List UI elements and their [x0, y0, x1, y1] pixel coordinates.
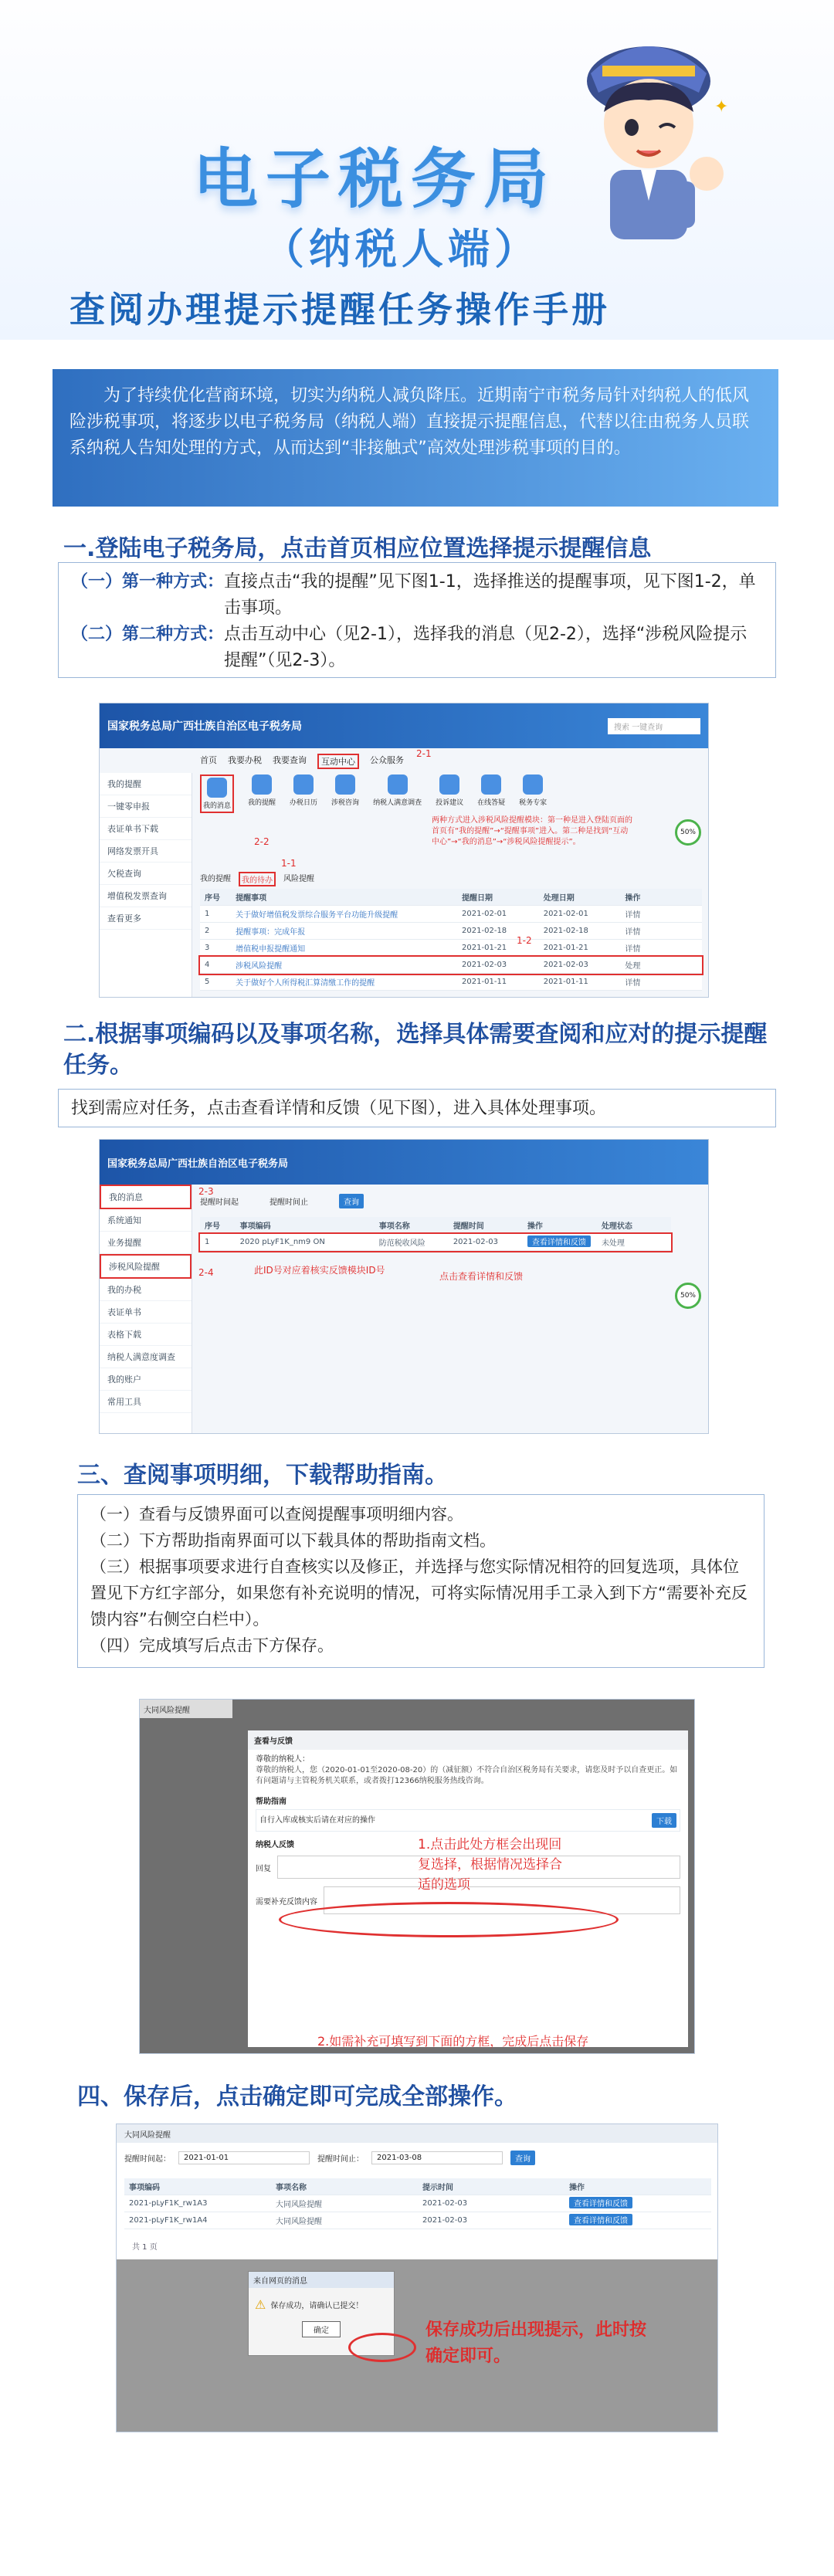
title-manual: 查阅办理提示提醒任务操作手册 — [70, 289, 610, 330]
section2-heading: 二.根据事项编码以及事项名称，选择具体需要查阅和应对的提示提醒任务。 — [63, 1021, 768, 1079]
sidebar-item[interactable]: 纳税人满意度调查 — [100, 1346, 192, 1368]
id-annotation: 此ID号对应着核实反馈模块ID号 — [254, 1265, 385, 1276]
annotation-2-2: 2-2 — [254, 836, 270, 847]
site-title: 国家税务总局广西壮族自治区电子税务局 — [107, 720, 302, 733]
tab-public[interactable]: 公众服务 — [370, 755, 404, 765]
screenshot-feedback-dialog — [139, 1699, 695, 2054]
table-row[interactable]: 2021-pLyF1K_rw1A3 大同风险提醒 2021-02-03 查看详情和反馈 — [124, 2195, 711, 2212]
table-row[interactable]: 3 增值税申报提醒通知 2021-01-21 2021-01-21 详情 — [200, 940, 702, 957]
reminder-table — [200, 889, 702, 991]
title-sub: （纳税人端） — [263, 225, 541, 273]
sidebar-item[interactable]: 表证单书 — [100, 1301, 192, 1324]
step-line: （二）下方帮助指南界面可以下载具体的帮助指南文档。 — [90, 1531, 496, 1550]
filters: 提醒时间起： 2021-01-01 提醒时间止： 2021-03-08 查询 — [117, 2143, 717, 2173]
sidebar-item[interactable]: 增值税发票查询 — [100, 885, 192, 907]
icon-tile-reminders[interactable]: 我的提醒 — [248, 774, 276, 813]
table-row[interactable]: 1 2020 pLyF1K_nm9 ON 防范税收风险 2021-02-03 查看详情和反馈 未处理 — [200, 1234, 671, 1251]
ok-button[interactable]: 确定 — [302, 2321, 341, 2337]
end-date-input[interactable]: 2021-03-08 — [371, 2151, 503, 2164]
dialog-body: ⚠ 保存成功，请确认已提交！ — [255, 2297, 364, 2312]
way2-text: 点击互动中心（见2-1），选择我的消息（见2-2），选择“涉税风险提示提醒”（见2-3）。 — [224, 625, 748, 670]
icon-tile-calendar[interactable]: 办税日历 — [290, 774, 317, 813]
filter-end[interactable]: 提醒时间止 — [270, 1198, 308, 1207]
chat-icon — [335, 774, 355, 795]
annotation-1-1: 1-1 — [281, 858, 297, 869]
section2-box: 找到需应对任务，点击查看详情和反馈（见下图），进入具体处理事项。 — [58, 1089, 776, 1127]
side-tab[interactable]: 大同风险提醒 — [140, 1700, 232, 1718]
tab-home[interactable]: 首页 — [200, 755, 217, 765]
annotation-1-2: 1-2 — [517, 935, 532, 946]
table-header: 序号 事项编码 事项名称 提醒时间 操作 处理状态 — [200, 1217, 671, 1234]
step-line: （三）根据事项要求进行自查核实以及修正，并选择与您实际情况相符的回复选项，具体位置见下方红字部分，如果您有补充说明的情况，可将实际情况用手工录入到下方“需要补充反馈内容”右侧空白栏中）。 — [90, 1557, 748, 1629]
table-header: 事项编码 事项名称 提示时间 操作 — [124, 2178, 711, 2195]
screenshot-risk-list — [99, 1139, 709, 1434]
section4-heading: 四、保存后，点击确定即可完成全部操作。 — [77, 2083, 517, 2110]
dialog-title: 来自网页的消息 — [249, 2272, 394, 2288]
section3-heading: 三、查阅事项明细，下载帮助指南。 — [77, 1462, 448, 1489]
step-line: （四）完成填写后点击下方保存。 — [90, 1636, 334, 1655]
title-main: 电子税务局 — [193, 141, 557, 217]
notice-tab[interactable]: 我的提醒 — [200, 875, 231, 883]
risk-filters — [200, 1194, 364, 1208]
portal-tabs — [200, 754, 404, 769]
sidebar-item[interactable]: 一键零申报 — [100, 795, 192, 818]
portal-icon-grid — [200, 774, 547, 813]
expert-icon — [523, 774, 543, 795]
icon-tile-qa[interactable]: 在线答疑 — [477, 774, 505, 813]
progress-badge: 50% — [675, 1283, 701, 1309]
confirm-annotation: 保存成功后出现提示，此时按确定即可。 — [425, 2320, 647, 2366]
annotation-2-3: 2-3 — [198, 1186, 214, 1197]
sidebar-item-risk[interactable]: 涉税风险提醒 — [100, 1254, 192, 1279]
sidebar-item[interactable]: 系统通知 — [100, 1209, 192, 1232]
tab-query[interactable]: 我要查询 — [273, 755, 307, 765]
save-annotation: 2.如需补充可填写到下面的方框，完成后点击保存 — [317, 2034, 589, 2049]
calendar-icon — [293, 774, 314, 795]
intro-paragraph: 为了持续优化营商环境，切实为纳税人减负降压。近期南宁市税务局针对纳税人的低风险涉税事项，将逐步以电子税务局（纳税人端）直接提示提醒信息，代替以往由税务人员联系纳税人告知处理的方式，从而达到“非接触式”高效处理涉税事项的目的。 — [53, 369, 778, 507]
download-button[interactable]: 下载 — [652, 1813, 676, 1828]
view-detail-button[interactable]: 查看详情和反馈 — [569, 2197, 632, 2208]
letter — [248, 1750, 688, 1791]
view-detail-button[interactable]: 查看详情和反馈 — [569, 2214, 632, 2225]
reply-row: 回复 — [256, 1856, 680, 1879]
sidebar-item[interactable]: 网络发票开具 — [100, 840, 192, 863]
icon-tile-expert[interactable]: 税务专家 — [519, 774, 547, 813]
icon-tile-survey[interactable]: 纳税人满意调查 — [373, 774, 422, 813]
feedback-label: 纳税人反馈 — [256, 1841, 294, 1849]
sidebar-item[interactable]: 表证单书下载 — [100, 818, 192, 840]
bell-icon — [207, 778, 227, 798]
site-title: 国家税务总局广西壮族自治区电子税务局 — [107, 1158, 289, 1170]
portal-header — [100, 1140, 708, 1185]
result-table — [124, 2178, 711, 2229]
portal-header — [100, 703, 708, 748]
svg-text:✦: ✦ — [714, 97, 729, 117]
notice-tab[interactable]: 我的待办 — [239, 872, 276, 886]
letter-title: 尊敬的纳税人： — [256, 1755, 310, 1764]
icon-tile-consult[interactable]: 涉税咨询 — [331, 774, 359, 813]
reply-annotation: 1.点击此处方框会出现回复选择，根据情况选择合适的选项 — [418, 1837, 562, 1893]
dialog-title: 查看与反馈 — [248, 1730, 688, 1750]
step-line: （一）查看与反馈界面可以查阅提醒事项明细内容。 — [90, 1505, 463, 1524]
table-header: 序号 提醒事项 提醒日期 处理日期 操作 — [200, 889, 702, 906]
notice-tab[interactable]: 风险提醒 — [283, 875, 314, 883]
search-input[interactable]: 搜索 一键查询 — [608, 718, 700, 734]
query-button[interactable]: 查询 — [339, 1194, 364, 1208]
feedback-icon — [439, 774, 459, 795]
section1-box — [58, 562, 776, 678]
progress-badge: 50% — [675, 819, 701, 846]
icon-tile-complaint[interactable]: 投诉建议 — [436, 774, 463, 813]
table-row[interactable]: 5 关于做好个人所得税汇算清缴工作的提醒 2021-01-11 2021-01-11 详情 — [200, 974, 702, 991]
tab-tax[interactable]: 我要办税 — [228, 755, 262, 765]
help-row: 自行入库或核实后请在对应的操作 下载 — [256, 1809, 680, 1832]
survey-icon — [388, 774, 408, 795]
reminder-icon — [252, 774, 272, 795]
query-button[interactable]: 查询 — [510, 2151, 535, 2165]
extra-row: 需要补充反馈内容 — [256, 1886, 680, 1914]
mascot-illustration — [556, 19, 741, 251]
way1-text: 直接点击“我的提醒”见下图1-1，选择推送的提醒事项，见下图1-2，单击事项。 — [224, 572, 756, 618]
click-annotation: 点击查看详情和反馈 — [439, 1271, 524, 1282]
sidebar-item[interactable]: 表格下载 — [100, 1324, 192, 1346]
sidebar-item[interactable]: 业务提醒 — [100, 1232, 192, 1254]
section3-box — [77, 1494, 764, 1668]
guide-annotation: 两种方式进入涉税风险提醒模块：第一种是进入登陆页面的首页有“我的提醒”→“提醒事项”进入。第二种是找到“互动中心”→“我的消息”→“涉税风险提醒提示”。 — [432, 816, 632, 846]
view-detail-button[interactable]: 查看详情和反馈 — [527, 1235, 591, 1247]
pager[interactable]: 共 1 页 — [132, 2243, 158, 2252]
start-date-input[interactable]: 2021-01-01 — [178, 2151, 310, 2164]
annotation-2-4: 2-4 — [198, 1267, 214, 1278]
section1-heading: 一.登陆电子税务局，点击首页相应位置选择提示提醒信息 — [63, 535, 652, 562]
risk-table — [200, 1217, 671, 1251]
sidebar-item-messages[interactable]: 我的消息 — [100, 1185, 192, 1209]
way1-label: （一）第一种方式： — [71, 572, 225, 591]
risk-sidebar — [100, 1185, 192, 1434]
filter-start[interactable]: 提醒时间起 — [200, 1198, 239, 1207]
annotation-2-1: 2-1 — [416, 748, 432, 759]
table-row[interactable]: 2021-pLyF1K_rw1A4 大同风险提醒 2021-02-03 查看详情和反馈 — [124, 2212, 711, 2229]
hero-banner — [0, 0, 834, 340]
screenshot-portal-home — [99, 703, 709, 998]
ok-highlight — [348, 2333, 416, 2362]
sidebar-item[interactable]: 欠税查询 — [100, 863, 192, 885]
way2-label: （二）第二种方式： — [71, 625, 225, 644]
notice-tabs — [200, 872, 314, 886]
help-label: 帮助指南 — [256, 1798, 286, 1806]
tab-interaction[interactable]: 互动中心 — [317, 754, 359, 769]
portal-sidebar — [100, 773, 192, 998]
icon-tile-messages[interactable]: 我的消息 — [200, 774, 234, 813]
sidebar-item[interactable]: 我的提醒 — [100, 773, 192, 795]
table-row[interactable]: 1 关于做好增值税发票综合服务平台功能升级提醒 2021-02-01 2021-02-01 详情 — [200, 906, 702, 923]
table-row[interactable]: 2 提醒事项：完成年报 2021-02-18 2021-02-18 详情 — [200, 923, 702, 940]
warning-icon: ⚠ — [255, 2297, 266, 2312]
page-tab[interactable]: 大同风险提醒 — [117, 2124, 717, 2143]
sidebar-item[interactable]: 我的账户 — [100, 1368, 192, 1391]
sidebar-item[interactable]: 我的办税 — [100, 1279, 192, 1301]
sidebar-item[interactable]: 查看更多 — [100, 907, 192, 930]
qa-icon — [481, 774, 501, 795]
table-row-risk[interactable]: 4 涉税风险提醒 2021-02-03 2021-02-03 处理 — [200, 957, 702, 974]
reply-highlight — [279, 1902, 619, 1937]
letter-body: 尊敬的纳税人，您（2020-01-01至2020-08-20）的（减征额）不符合自治区税务局有关要求，请您及时予以自查更正。如有问题请与主管税务机关联系，或者拨打12366纳税服务热线咨询。 — [256, 1766, 678, 1785]
sidebar-item[interactable]: 常用工具 — [100, 1391, 192, 1413]
screenshot-save-confirm — [116, 2124, 718, 2432]
